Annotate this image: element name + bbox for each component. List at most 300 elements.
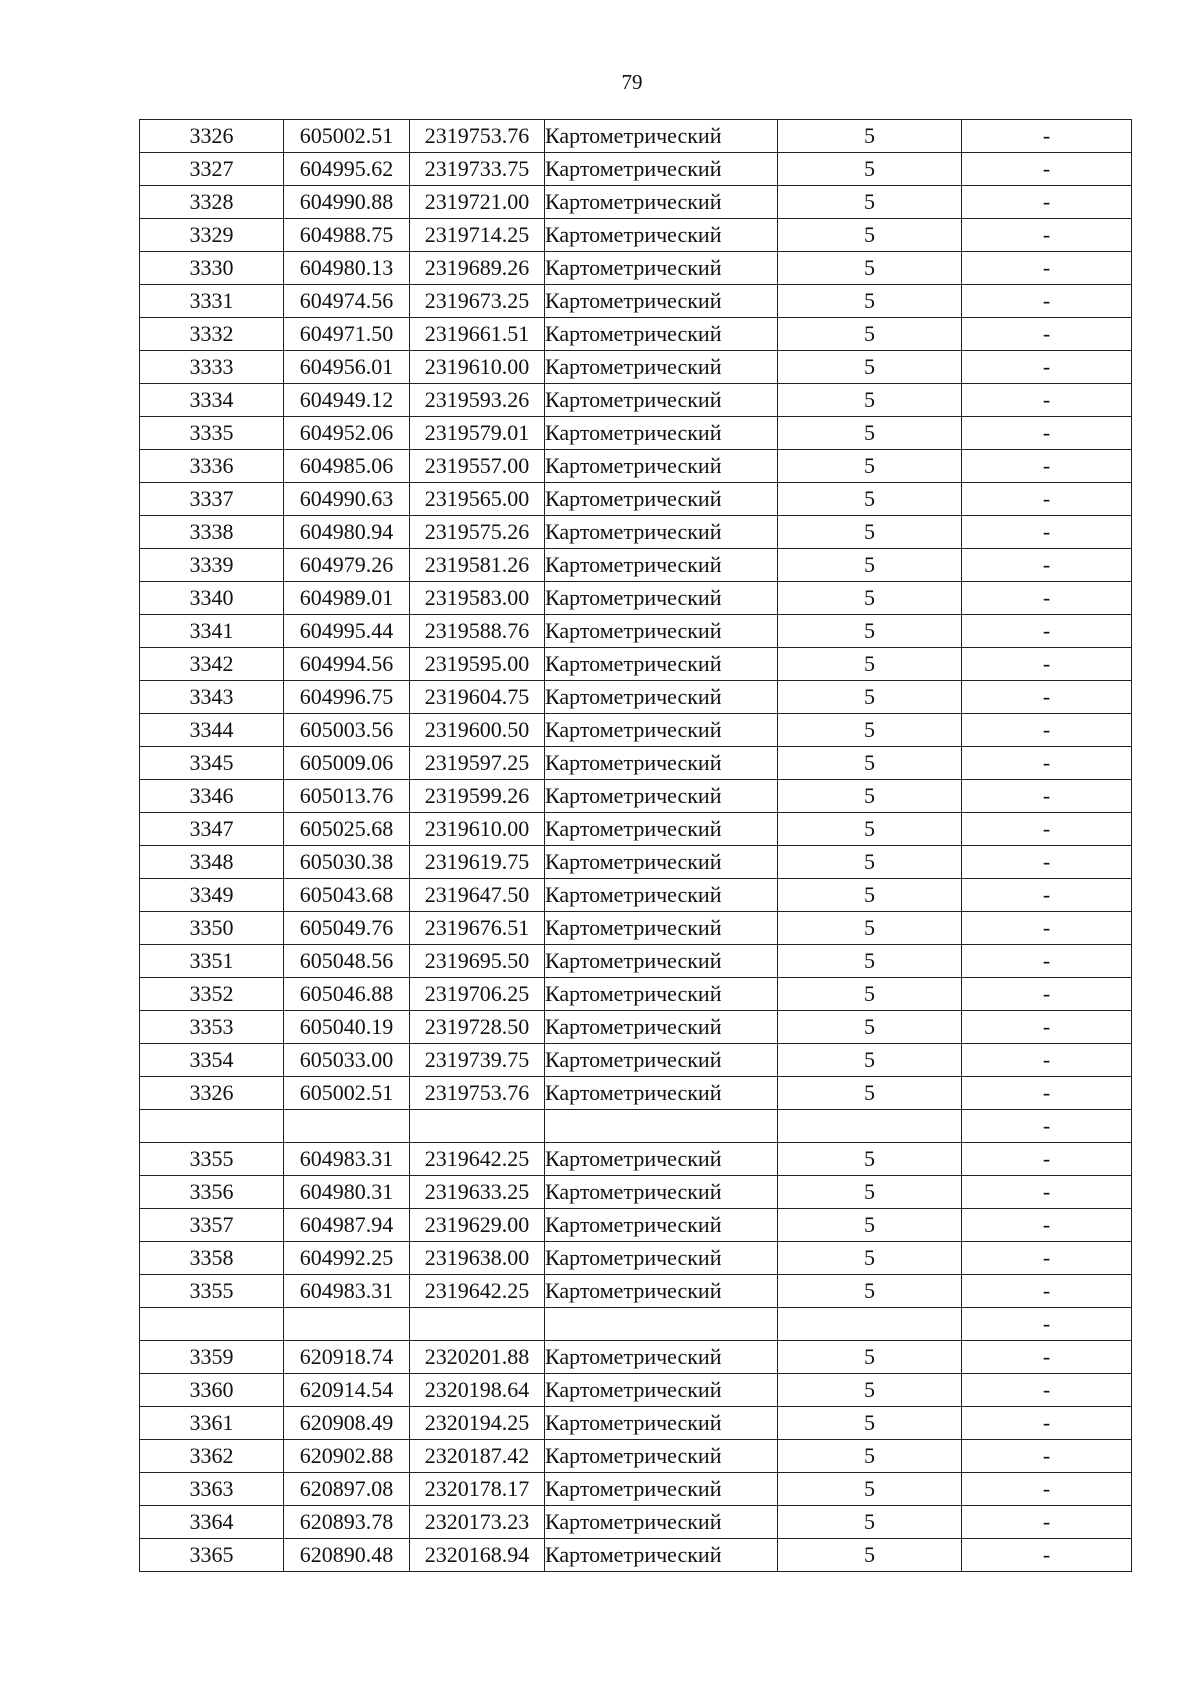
table-row	[140, 219, 1132, 252]
accuracy-cell: 5	[778, 351, 962, 384]
note-cell: -	[962, 351, 1132, 384]
x-coordinate-cell: 604974.56	[284, 285, 410, 318]
note-cell: -	[962, 945, 1132, 978]
x-coordinate-cell: 620914.54	[284, 1374, 410, 1407]
x-coordinate-cell: 605048.56	[284, 945, 410, 978]
y-coordinate-cell: 2320173.23	[410, 1506, 545, 1539]
accuracy-cell: 5	[778, 186, 962, 219]
x-coordinate-cell: 605013.76	[284, 780, 410, 813]
note-cell: -	[962, 1473, 1132, 1506]
x-coordinate-cell: 604988.75	[284, 219, 410, 252]
y-coordinate-cell: 2319638.00	[410, 1242, 545, 1275]
note-cell: -	[962, 483, 1132, 516]
y-coordinate-cell: 2319610.00	[410, 351, 545, 384]
y-coordinate-cell: 2320201.88	[410, 1341, 545, 1374]
table-row	[140, 1044, 1132, 1077]
note-cell: -	[962, 1308, 1132, 1341]
x-coordinate-cell: 604995.44	[284, 615, 410, 648]
table-row	[140, 780, 1132, 813]
point-number-cell: 3328	[140, 186, 284, 219]
method-cell	[545, 1308, 778, 1341]
note-cell: -	[962, 1011, 1132, 1044]
note-cell: -	[962, 978, 1132, 1011]
y-coordinate-cell: 2319633.25	[410, 1176, 545, 1209]
accuracy-cell: 5	[778, 945, 962, 978]
point-number-cell: 3349	[140, 879, 284, 912]
accuracy-cell: 5	[778, 1539, 962, 1572]
y-coordinate-cell: 2320187.42	[410, 1440, 545, 1473]
table-row	[140, 1506, 1132, 1539]
point-number-cell: 3354	[140, 1044, 284, 1077]
accuracy-cell: 5	[778, 615, 962, 648]
accuracy-cell: 5	[778, 1242, 962, 1275]
note-cell: -	[962, 384, 1132, 417]
note-cell: -	[962, 1341, 1132, 1374]
table-row	[140, 1242, 1132, 1275]
table-row	[140, 1143, 1132, 1176]
y-coordinate-cell: 2319647.50	[410, 879, 545, 912]
note-cell: -	[962, 285, 1132, 318]
accuracy-cell: 5	[778, 1077, 962, 1110]
method-cell: Картометрический	[545, 153, 778, 186]
accuracy-cell: 5	[778, 978, 962, 1011]
table-row	[140, 714, 1132, 747]
table-row	[140, 384, 1132, 417]
note-cell: -	[962, 780, 1132, 813]
point-number-cell: 3361	[140, 1407, 284, 1440]
point-number-cell: 3363	[140, 1473, 284, 1506]
x-coordinate-cell: 604990.63	[284, 483, 410, 516]
table-row	[140, 1374, 1132, 1407]
table-row	[140, 615, 1132, 648]
table-row	[140, 318, 1132, 351]
point-number-cell: 3364	[140, 1506, 284, 1539]
accuracy-cell: 5	[778, 516, 962, 549]
accuracy-cell: 5	[778, 648, 962, 681]
note-cell: -	[962, 1242, 1132, 1275]
point-number-cell: 3338	[140, 516, 284, 549]
y-coordinate-cell: 2319588.76	[410, 615, 545, 648]
point-number-cell: 3333	[140, 351, 284, 384]
method-cell: Картометрический	[545, 582, 778, 615]
x-coordinate-cell: 604949.12	[284, 384, 410, 417]
note-cell: -	[962, 615, 1132, 648]
note-cell: -	[962, 1110, 1132, 1143]
method-cell: Картометрический	[545, 780, 778, 813]
x-coordinate-cell: 604971.50	[284, 318, 410, 351]
point-number-cell: 3352	[140, 978, 284, 1011]
note-cell: -	[962, 648, 1132, 681]
accuracy-cell: 5	[778, 1506, 962, 1539]
y-coordinate-cell: 2320194.25	[410, 1407, 545, 1440]
method-cell: Картометрический	[545, 516, 778, 549]
point-number-cell	[140, 1308, 284, 1341]
table-row	[140, 1473, 1132, 1506]
point-number-cell: 3337	[140, 483, 284, 516]
note-cell: -	[962, 1440, 1132, 1473]
x-coordinate-cell: 604985.06	[284, 450, 410, 483]
table-row	[140, 1407, 1132, 1440]
accuracy-cell: 5	[778, 120, 962, 153]
point-number-cell: 3343	[140, 681, 284, 714]
table-row	[140, 1011, 1132, 1044]
y-coordinate-cell: 2320168.94	[410, 1539, 545, 1572]
point-number-cell: 3342	[140, 648, 284, 681]
note-cell: -	[962, 1077, 1132, 1110]
point-number-cell: 3365	[140, 1539, 284, 1572]
x-coordinate-cell: 605002.51	[284, 1077, 410, 1110]
note-cell: -	[962, 153, 1132, 186]
accuracy-cell: 5	[778, 1407, 962, 1440]
y-coordinate-cell: 2319595.00	[410, 648, 545, 681]
method-cell: Картометрический	[545, 384, 778, 417]
y-coordinate-cell: 2319599.26	[410, 780, 545, 813]
note-cell: -	[962, 912, 1132, 945]
table-row	[140, 912, 1132, 945]
table-row	[140, 120, 1132, 153]
note-cell: -	[962, 1143, 1132, 1176]
point-number-cell: 3355	[140, 1143, 284, 1176]
point-number-cell: 3358	[140, 1242, 284, 1275]
note-cell: -	[962, 318, 1132, 351]
y-coordinate-cell: 2319642.25	[410, 1143, 545, 1176]
method-cell: Картометрический	[545, 1539, 778, 1572]
point-number-cell: 3362	[140, 1440, 284, 1473]
accuracy-cell: 5	[778, 384, 962, 417]
y-coordinate-cell: 2319557.00	[410, 450, 545, 483]
note-cell: -	[962, 450, 1132, 483]
method-cell: Картометрический	[545, 318, 778, 351]
y-coordinate-cell: 2319597.25	[410, 747, 545, 780]
x-coordinate-cell: 605040.19	[284, 1011, 410, 1044]
y-coordinate-cell: 2319676.51	[410, 912, 545, 945]
accuracy-cell: 5	[778, 318, 962, 351]
table-row	[140, 483, 1132, 516]
method-cell: Картометрический	[545, 1407, 778, 1440]
note-cell: -	[962, 417, 1132, 450]
note-cell: -	[962, 582, 1132, 615]
method-cell: Картометрический	[545, 846, 778, 879]
accuracy-cell: 5	[778, 483, 962, 516]
point-number-cell: 3326	[140, 120, 284, 153]
x-coordinate-cell: 604983.31	[284, 1275, 410, 1308]
x-coordinate-cell: 620890.48	[284, 1539, 410, 1572]
method-cell: Картометрический	[545, 1374, 778, 1407]
accuracy-cell: 5	[778, 879, 962, 912]
note-cell: -	[962, 747, 1132, 780]
method-cell: Картометрический	[545, 450, 778, 483]
method-cell: Картометрический	[545, 615, 778, 648]
method-cell: Картометрический	[545, 945, 778, 978]
point-number-cell: 3356	[140, 1176, 284, 1209]
x-coordinate-cell: 605030.38	[284, 846, 410, 879]
accuracy-cell: 5	[778, 714, 962, 747]
note-cell: -	[962, 1374, 1132, 1407]
x-coordinate-cell: 604996.75	[284, 681, 410, 714]
y-coordinate-cell: 2319593.26	[410, 384, 545, 417]
x-coordinate-cell: 620902.88	[284, 1440, 410, 1473]
accuracy-cell: 5	[778, 1341, 962, 1374]
accuracy-cell	[778, 1308, 962, 1341]
table-row	[140, 285, 1132, 318]
accuracy-cell: 5	[778, 1176, 962, 1209]
x-coordinate-cell: 604989.01	[284, 582, 410, 615]
note-cell: -	[962, 1209, 1132, 1242]
y-coordinate-cell: 2319575.26	[410, 516, 545, 549]
accuracy-cell: 5	[778, 912, 962, 945]
y-coordinate-cell: 2319695.50	[410, 945, 545, 978]
x-coordinate-cell: 604992.25	[284, 1242, 410, 1275]
page-number: 79	[621, 70, 643, 94]
point-number-cell: 3357	[140, 1209, 284, 1242]
point-number-cell: 3330	[140, 252, 284, 285]
method-cell: Картометрический	[545, 1209, 778, 1242]
x-coordinate-cell: 605049.76	[284, 912, 410, 945]
accuracy-cell: 5	[778, 1374, 962, 1407]
accuracy-cell: 5	[778, 846, 962, 879]
accuracy-cell: 5	[778, 1209, 962, 1242]
y-coordinate-cell: 2319583.00	[410, 582, 545, 615]
accuracy-cell: 5	[778, 681, 962, 714]
x-coordinate-cell: 605003.56	[284, 714, 410, 747]
method-cell: Картометрический	[545, 1044, 778, 1077]
point-number-cell: 3355	[140, 1275, 284, 1308]
point-number-cell: 3344	[140, 714, 284, 747]
accuracy-cell: 5	[778, 582, 962, 615]
x-coordinate-cell: 604987.94	[284, 1209, 410, 1242]
table-row	[140, 252, 1132, 285]
point-number-cell: 3341	[140, 615, 284, 648]
point-number-cell: 3347	[140, 813, 284, 846]
table-row	[140, 1275, 1132, 1308]
method-cell: Картометрический	[545, 912, 778, 945]
y-coordinate-cell: 2320178.17	[410, 1473, 545, 1506]
method-cell: Картометрический	[545, 1077, 778, 1110]
x-coordinate-cell: 620918.74	[284, 1341, 410, 1374]
y-coordinate-cell: 2319629.00	[410, 1209, 545, 1242]
accuracy-cell: 5	[778, 1143, 962, 1176]
point-number-cell: 3327	[140, 153, 284, 186]
note-cell: -	[962, 1176, 1132, 1209]
method-cell: Картометрический	[545, 648, 778, 681]
y-coordinate-cell: 2319689.26	[410, 252, 545, 285]
y-coordinate-cell: 2319661.51	[410, 318, 545, 351]
method-cell: Картометрический	[545, 252, 778, 285]
table-row	[140, 351, 1132, 384]
method-cell: Картометрический	[545, 813, 778, 846]
method-cell: Картометрический	[545, 351, 778, 384]
y-coordinate-cell: 2319600.50	[410, 714, 545, 747]
y-coordinate-cell: 2319619.75	[410, 846, 545, 879]
coordinates-table-body	[140, 120, 1132, 1572]
coordinates-table	[139, 119, 1132, 1572]
note-cell: -	[962, 879, 1132, 912]
note-cell: -	[962, 1506, 1132, 1539]
accuracy-cell: 5	[778, 285, 962, 318]
table-row	[140, 186, 1132, 219]
point-number-cell: 3351	[140, 945, 284, 978]
method-cell: Картометрический	[545, 285, 778, 318]
accuracy-cell: 5	[778, 1473, 962, 1506]
table-row	[140, 1539, 1132, 1572]
note-cell: -	[962, 120, 1132, 153]
note-cell: -	[962, 252, 1132, 285]
point-number-cell: 3345	[140, 747, 284, 780]
method-cell: Картометрический	[545, 549, 778, 582]
y-coordinate-cell: 2319604.75	[410, 681, 545, 714]
table-row	[140, 417, 1132, 450]
y-coordinate-cell: 2319673.25	[410, 285, 545, 318]
y-coordinate-cell: 2319733.75	[410, 153, 545, 186]
method-cell: Картометрический	[545, 1506, 778, 1539]
x-coordinate-cell: 604990.88	[284, 186, 410, 219]
method-cell: Картометрический	[545, 1473, 778, 1506]
note-cell: -	[962, 516, 1132, 549]
x-coordinate-cell: 605025.68	[284, 813, 410, 846]
table-row	[140, 1209, 1132, 1242]
y-coordinate-cell: 2319753.76	[410, 1077, 545, 1110]
point-number-cell: 3326	[140, 1077, 284, 1110]
x-coordinate-cell	[284, 1308, 410, 1341]
x-coordinate-cell	[284, 1110, 410, 1143]
y-coordinate-cell: 2319579.01	[410, 417, 545, 450]
point-number-cell: 3340	[140, 582, 284, 615]
y-coordinate-cell: 2319706.25	[410, 978, 545, 1011]
point-number-cell: 3346	[140, 780, 284, 813]
x-coordinate-cell: 605043.68	[284, 879, 410, 912]
note-cell: -	[962, 1275, 1132, 1308]
table-row	[140, 1341, 1132, 1374]
y-coordinate-cell: 2319714.25	[410, 219, 545, 252]
table-row	[140, 582, 1132, 615]
x-coordinate-cell: 620897.08	[284, 1473, 410, 1506]
x-coordinate-cell: 604979.26	[284, 549, 410, 582]
y-coordinate-cell: 2320198.64	[410, 1374, 545, 1407]
method-cell: Картометрический	[545, 1242, 778, 1275]
note-cell: -	[962, 846, 1132, 879]
method-cell: Картометрический	[545, 714, 778, 747]
accuracy-cell: 5	[778, 219, 962, 252]
y-coordinate-cell: 2319565.00	[410, 483, 545, 516]
method-cell: Картометрический	[545, 1440, 778, 1473]
note-cell: -	[962, 549, 1132, 582]
y-coordinate-cell: 2319753.76	[410, 120, 545, 153]
method-cell: Картометрический	[545, 219, 778, 252]
table-row	[140, 1077, 1132, 1110]
method-cell: Картометрический	[545, 1143, 778, 1176]
table-row	[140, 1110, 1132, 1143]
y-coordinate-cell: 2319642.25	[410, 1275, 545, 1308]
table-row	[140, 1308, 1132, 1341]
table-row	[140, 1440, 1132, 1473]
note-cell: -	[962, 1044, 1132, 1077]
accuracy-cell: 5	[778, 450, 962, 483]
table-row	[140, 846, 1132, 879]
point-number-cell: 3339	[140, 549, 284, 582]
note-cell: -	[962, 714, 1132, 747]
accuracy-cell: 5	[778, 1044, 962, 1077]
point-number-cell: 3350	[140, 912, 284, 945]
y-coordinate-cell: 2319739.75	[410, 1044, 545, 1077]
table-row	[140, 747, 1132, 780]
point-number-cell	[140, 1110, 284, 1143]
point-number-cell: 3353	[140, 1011, 284, 1044]
method-cell: Картометрический	[545, 483, 778, 516]
point-number-cell: 3348	[140, 846, 284, 879]
y-coordinate-cell: 2319728.50	[410, 1011, 545, 1044]
x-coordinate-cell: 605046.88	[284, 978, 410, 1011]
accuracy-cell: 5	[778, 1440, 962, 1473]
y-coordinate-cell	[410, 1110, 545, 1143]
point-number-cell: 3329	[140, 219, 284, 252]
y-coordinate-cell	[410, 1308, 545, 1341]
method-cell: Картометрический	[545, 186, 778, 219]
accuracy-cell: 5	[778, 813, 962, 846]
table-row	[140, 153, 1132, 186]
point-number-cell: 3336	[140, 450, 284, 483]
accuracy-cell: 5	[778, 747, 962, 780]
x-coordinate-cell: 620893.78	[284, 1506, 410, 1539]
note-cell: -	[962, 219, 1132, 252]
x-coordinate-cell: 604952.06	[284, 417, 410, 450]
y-coordinate-cell: 2319610.00	[410, 813, 545, 846]
method-cell: Картометрический	[545, 1275, 778, 1308]
method-cell: Картометрический	[545, 747, 778, 780]
method-cell: Картометрический	[545, 1176, 778, 1209]
accuracy-cell	[778, 1110, 962, 1143]
table-row	[140, 450, 1132, 483]
point-number-cell: 3331	[140, 285, 284, 318]
accuracy-cell: 5	[778, 417, 962, 450]
x-coordinate-cell: 604956.01	[284, 351, 410, 384]
table-row	[140, 681, 1132, 714]
point-number-cell: 3332	[140, 318, 284, 351]
method-cell: Картометрический	[545, 978, 778, 1011]
accuracy-cell: 5	[778, 153, 962, 186]
x-coordinate-cell: 605009.06	[284, 747, 410, 780]
x-coordinate-cell: 604994.56	[284, 648, 410, 681]
accuracy-cell: 5	[778, 780, 962, 813]
accuracy-cell: 5	[778, 549, 962, 582]
method-cell: Картометрический	[545, 1011, 778, 1044]
method-cell: Картометрический	[545, 417, 778, 450]
method-cell	[545, 1110, 778, 1143]
method-cell: Картометрический	[545, 120, 778, 153]
x-coordinate-cell: 604980.13	[284, 252, 410, 285]
x-coordinate-cell: 604980.94	[284, 516, 410, 549]
table-row	[140, 813, 1132, 846]
table-row	[140, 879, 1132, 912]
x-coordinate-cell: 620908.49	[284, 1407, 410, 1440]
note-cell: -	[962, 681, 1132, 714]
x-coordinate-cell: 605002.51	[284, 120, 410, 153]
table-row	[140, 945, 1132, 978]
x-coordinate-cell: 604980.31	[284, 1176, 410, 1209]
method-cell: Картометрический	[545, 1341, 778, 1374]
x-coordinate-cell: 605033.00	[284, 1044, 410, 1077]
table-row	[140, 549, 1132, 582]
y-coordinate-cell: 2319581.26	[410, 549, 545, 582]
point-number-cell: 3359	[140, 1341, 284, 1374]
point-number-cell: 3335	[140, 417, 284, 450]
note-cell: -	[962, 1539, 1132, 1572]
method-cell: Картометрический	[545, 879, 778, 912]
point-number-cell: 3360	[140, 1374, 284, 1407]
table-row	[140, 978, 1132, 1011]
method-cell: Картометрический	[545, 681, 778, 714]
table-row	[140, 1176, 1132, 1209]
point-number-cell: 3334	[140, 384, 284, 417]
